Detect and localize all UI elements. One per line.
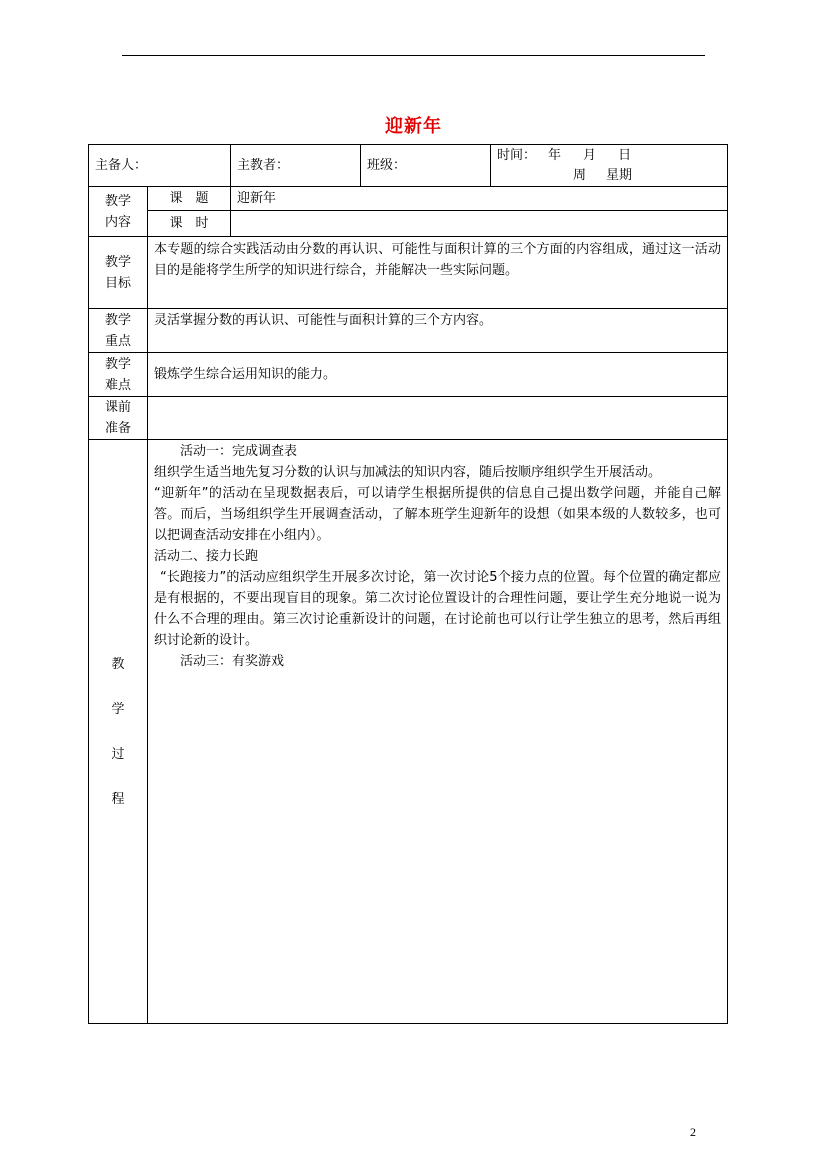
topic-value: 迎新年 (231, 187, 728, 211)
process-label-cell (89, 440, 148, 1024)
difficulties-label-line2: 难点 (104, 377, 131, 393)
key-points-row (89, 309, 728, 353)
time-cell (491, 145, 728, 187)
content-label-cell (89, 187, 148, 237)
page-title: 迎新年 (385, 116, 442, 137)
process-label-char-1: 教 (111, 656, 125, 672)
key-points-text: 灵活掌握分数的再认识、可能性与面积计算的三个方内容。 (154, 313, 493, 328)
content-label-line1: 教学 (104, 193, 131, 209)
preparation-label-line2: 准备 (104, 421, 131, 436)
activity2-title: 活动二、接力长跑 (154, 549, 259, 564)
time-weekday: 星期 (606, 167, 633, 183)
time-label: 时间： (497, 147, 537, 163)
activity1-title: 活动一：完成调查表 (180, 444, 298, 459)
teacher-cell (231, 145, 361, 187)
teacher-label: 主教者： (237, 158, 290, 173)
preparer-cell (89, 145, 231, 187)
difficulties-text-cell (148, 353, 728, 397)
difficulties-label-line1: 教学 (104, 356, 131, 372)
preparation-text (148, 397, 728, 440)
page-number: 2 (690, 1125, 696, 1139)
time-month: 月 (583, 147, 597, 163)
objectives-label-line2: 目标 (104, 275, 131, 291)
difficulties-label-cell (89, 353, 148, 397)
topic-label: 课 题 (148, 187, 231, 211)
key-points-label-cell (89, 309, 148, 353)
process-text-cell (148, 440, 728, 1024)
key-points-label-line1: 教学 (104, 312, 131, 328)
activity1-paragraph-2: “迎新年”的活动在呈现数据表后，可以请学生根据所提供的信息自己提出数学问题，并能自己解答。而后，当场组织学生开展调查活动，了解本班学生迎新年的设想（如果本级的人数较多，也可以把调查活动安排在小组内）。 (154, 486, 722, 543)
lesson-plan-table (88, 144, 728, 1024)
header-row (89, 145, 728, 187)
process-row (89, 440, 728, 1024)
key-points-label-line2: 重点 (104, 333, 131, 349)
objectives-label-cell (89, 237, 148, 309)
objectives-row (89, 237, 728, 309)
activity3-title: 活动三：有奖游戏 (180, 654, 285, 669)
process-label-char-2: 学 (111, 701, 125, 717)
class-cell (361, 145, 491, 187)
preparation-label-line1: 课前 (104, 400, 131, 415)
content-label-line2: 内容 (104, 214, 131, 230)
activity2-paragraph-1: “长跑接力”的活动应组织学生开展多次讨论，第一次讨论5个接力点的位置。每个位置的确定都应是有根据的，不要出现盲目的现象。第二次讨论位置设计的合理性问题，要让学生充分地说一说为什么不合理的理由。第三次讨论重新设计的问题，在讨论前也可以行让学生独立的思考，然后再组织讨论新的设计。 (154, 570, 722, 648)
preparation-row (89, 397, 728, 440)
time-week: 周 (573, 167, 587, 183)
activity1-paragraph-1: 组织学生适当地先复习分数的认识与加减法的知识内容，随后按顺序组织学生开展活动。 (154, 465, 662, 480)
objectives-text: 本专题的综合实践活动由分数的再认识、可能性与面积计算的三个方面的内容组成，通过这一活动目的是能将学生所学的知识进行综合，并能解决一些实际问题。 (154, 242, 722, 278)
difficulties-text: 锻炼学生综合运用知识的能力。 (154, 367, 337, 382)
periods-row (89, 211, 728, 237)
process-label-char-3: 过 (111, 746, 125, 762)
difficulties-row (89, 353, 728, 397)
periods-label: 课 时 (148, 211, 231, 237)
key-points-text-cell (148, 309, 728, 353)
periods-value (231, 211, 728, 237)
objectives-label-line1: 教学 (104, 254, 131, 270)
preparer-label: 主备人： (95, 158, 148, 173)
class-label: 班级： (367, 158, 407, 173)
preparation-label-cell (89, 397, 148, 440)
time-year: 年 (548, 147, 562, 163)
objectives-text-cell (148, 237, 728, 309)
header-rule (122, 55, 705, 56)
time-day: 日 (618, 147, 632, 163)
process-label-char-4: 程 (111, 791, 125, 807)
topic-row (89, 187, 728, 211)
